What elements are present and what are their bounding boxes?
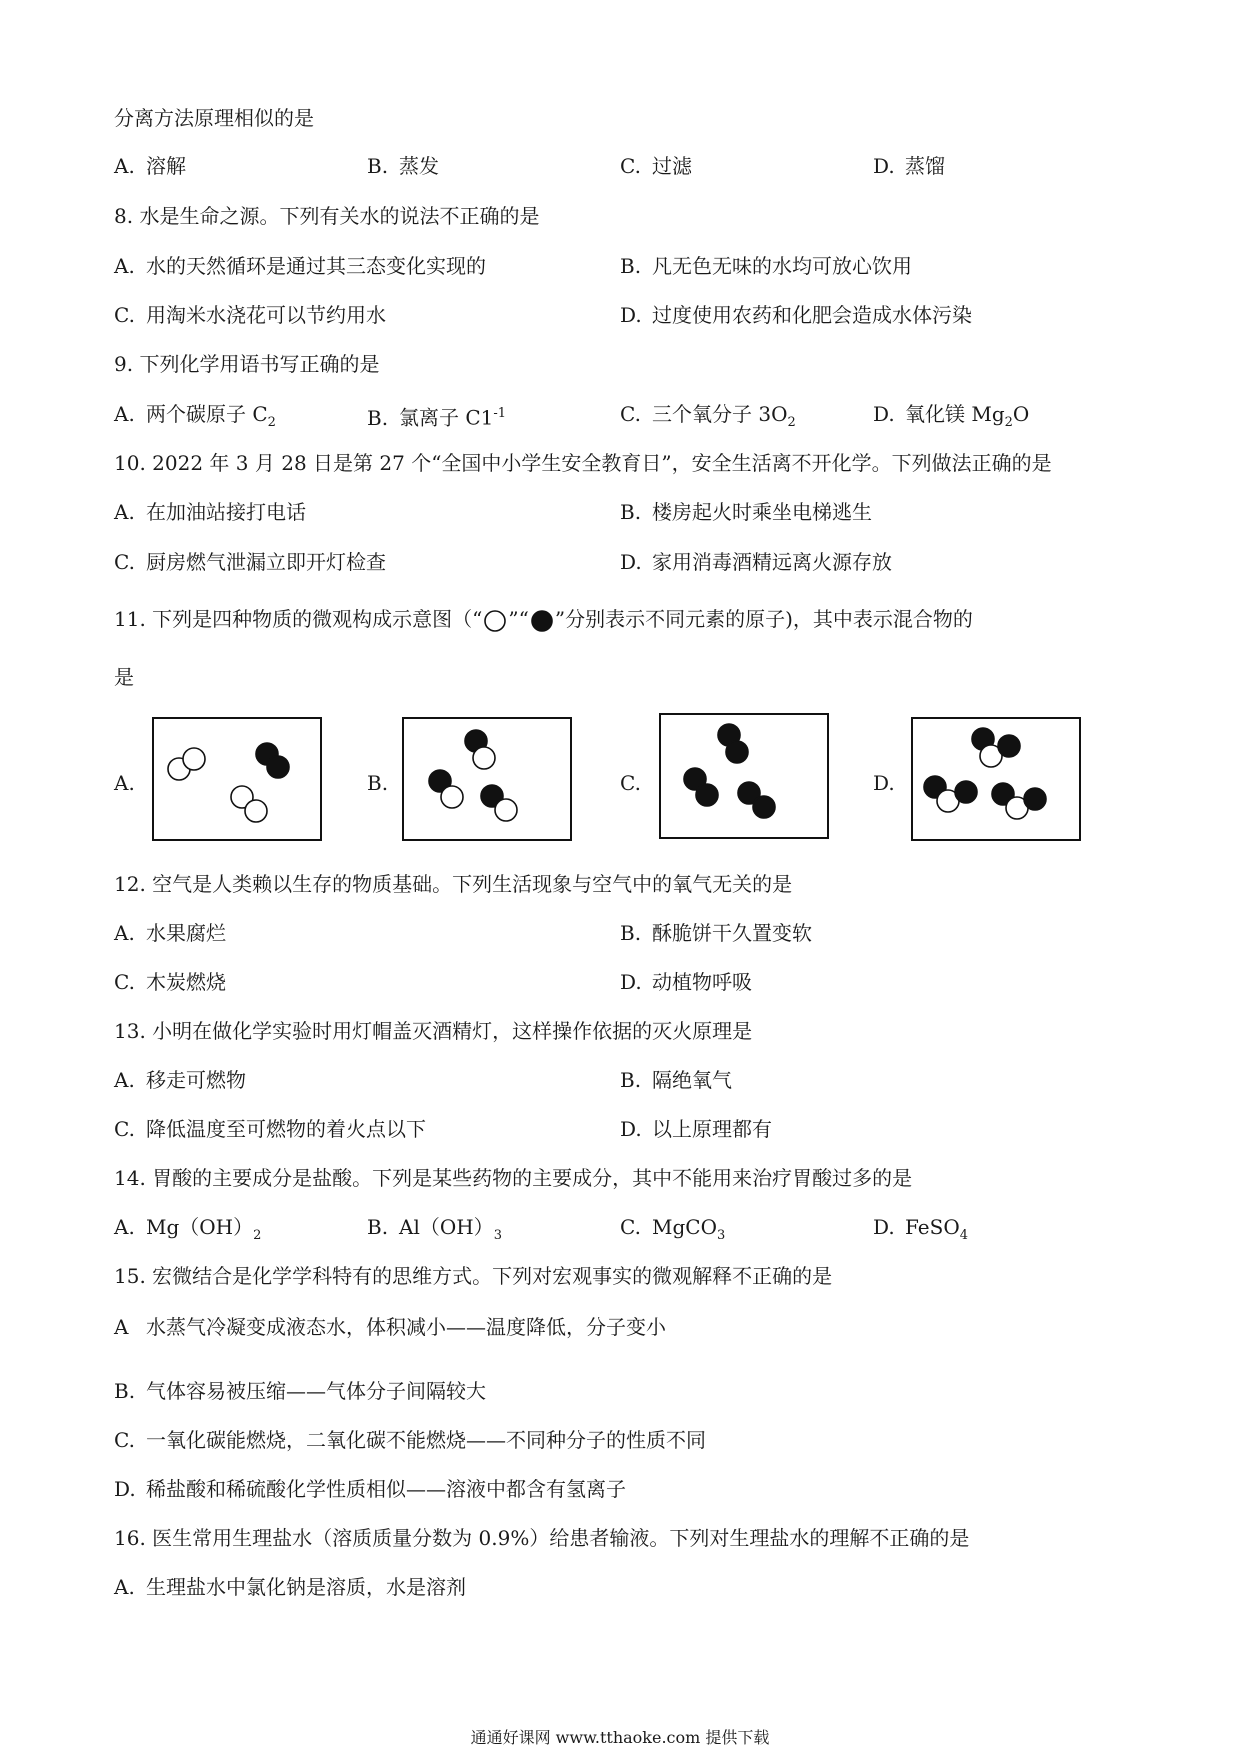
option-letter: B. <box>620 254 642 278</box>
option-15d[interactable] <box>114 1475 626 1503</box>
subscript: 2 <box>787 415 796 430</box>
question-10-stem <box>114 449 1052 477</box>
option-text: 厨房燃气泄漏立即开灯检查 <box>146 550 386 574</box>
option-letter: A. <box>114 1068 135 1092</box>
option-text: 过度使用农药和化肥会造成水体污染 <box>652 303 972 327</box>
option-text: 降低温度至可燃物的着火点以下 <box>146 1117 426 1141</box>
option-7b[interactable] <box>367 152 439 180</box>
option-14b[interactable] <box>367 1213 502 1250</box>
option-letter: D. <box>620 1117 642 1141</box>
molecule-diagram <box>661 715 827 837</box>
question-16-stem <box>114 1524 969 1552</box>
question-text: 医生常用生理盐水（溶质质量分数为 0.9%）给患者输液。下列对生理盐水的理解不正确的是 <box>152 1526 970 1550</box>
question-12-stem <box>114 870 792 898</box>
page-footer: 通通好课网 www.tthaoke.com 提供下载 <box>470 1728 770 1747</box>
option-letter: D. <box>620 970 642 994</box>
option-text: 过滤 <box>652 154 692 178</box>
option-letter: D. <box>873 154 895 178</box>
option-letter: A. <box>114 1575 135 1599</box>
option-14c[interactable] <box>620 1213 725 1250</box>
option-text: 一氧化碳能燃烧，二氧化碳不能燃烧——不同种分子的性质不同 <box>146 1428 706 1452</box>
option-13a[interactable] <box>114 1066 246 1094</box>
option-letter: C. <box>114 970 135 994</box>
option-letter: A. <box>114 921 135 945</box>
option-8b[interactable] <box>620 252 912 280</box>
option-text: 蒸发 <box>399 154 439 178</box>
option-9b[interactable] <box>367 400 506 432</box>
subscript: 2 <box>1004 415 1013 430</box>
white-atom-icon <box>482 608 508 634</box>
option-letter: A. <box>114 254 135 278</box>
option-8c[interactable] <box>114 301 386 329</box>
figure-label-c: C. <box>620 771 641 795</box>
figure-a[interactable] <box>152 717 322 841</box>
option-12a[interactable] <box>114 919 226 947</box>
option-text: 氯离子 C1 <box>399 405 494 430</box>
option-letter: B. <box>367 405 389 430</box>
option-12b[interactable] <box>620 919 812 947</box>
option-8d[interactable] <box>620 301 972 329</box>
question-number: 15. <box>114 1264 146 1288</box>
option-text: 以上原理都有 <box>652 1117 772 1141</box>
question-number: 16. <box>114 1526 146 1550</box>
option-text: 稀盐酸和稀硫酸化学性质相似——溶液中都含有氢离子 <box>146 1477 626 1501</box>
figure-label-b: B. <box>367 771 389 795</box>
option-10a[interactable] <box>114 498 306 526</box>
option-letter: B. <box>114 1379 136 1403</box>
option-15c[interactable] <box>114 1426 706 1454</box>
option-letter: C. <box>620 1215 641 1239</box>
question-number: 14. <box>114 1166 146 1190</box>
option-text: 气体容易被压缩——气体分子间隔较大 <box>146 1379 486 1403</box>
option-text: 隔绝氧气 <box>652 1068 732 1092</box>
option-text: 家用消毒酒精远离火源存放 <box>652 550 892 574</box>
option-14d[interactable] <box>873 1213 968 1250</box>
figure-label-a: A. <box>114 771 135 795</box>
question-text: 胃酸的主要成分是盐酸。下列是某些药物的主要成分，其中不能用来治疗胃酸过多的是 <box>152 1166 913 1190</box>
option-letter: B. <box>620 500 642 524</box>
molecule-diagram <box>154 719 320 839</box>
question-text: 空气是人类赖以生存的物质基础。下列生活现象与空气中的氧气无关的是 <box>152 872 793 896</box>
option-letter: B. <box>620 921 642 945</box>
option-letter: A. <box>114 154 135 178</box>
question-11-stem-continued: 是 <box>114 665 134 689</box>
subscript: 3 <box>493 1228 502 1243</box>
option-text: 水果腐烂 <box>146 921 226 945</box>
option-10c[interactable] <box>114 548 386 576</box>
question-number: 10. <box>114 451 146 475</box>
option-15a[interactable] <box>114 1313 666 1341</box>
subscript: 2 <box>253 1228 262 1243</box>
question-text: 宏微结合是化学学科特有的思维方式。下列对宏观事实的微观解释不正确的是 <box>152 1264 833 1288</box>
option-text: 三个氧分子 3O <box>652 402 788 426</box>
subscript: 3 <box>716 1228 726 1243</box>
option-text: 氧化镁 Mg <box>905 402 1005 426</box>
question-15-stem <box>114 1262 832 1290</box>
option-text: 蒸馏 <box>905 154 945 178</box>
question-9-stem <box>114 350 379 378</box>
option-12d[interactable] <box>620 968 752 996</box>
question-7-stem-continued: 分离方法原理相似的是 <box>114 106 314 130</box>
option-text: 溶解 <box>146 154 186 178</box>
subscript: 4 <box>959 1228 968 1243</box>
option-letter: D. <box>620 303 642 327</box>
figure-d[interactable] <box>911 717 1081 841</box>
option-13d[interactable] <box>620 1115 772 1143</box>
option-text: 水蒸气冷凝变成液态水，体积减小——温度降低，分子变小 <box>146 1315 666 1339</box>
option-letter: C. <box>620 154 641 178</box>
option-10d[interactable] <box>620 548 892 576</box>
figure-label-d: D. <box>873 771 895 795</box>
option-text: MgCO <box>652 1215 717 1239</box>
option-text: 两个碳原子 C <box>146 402 268 426</box>
option-10b[interactable] <box>620 498 872 526</box>
question-14-stem <box>114 1164 912 1192</box>
option-letter: C. <box>620 402 641 426</box>
option-letter: C. <box>114 550 135 574</box>
black-atom-icon <box>529 608 555 634</box>
option-text-suffix: O <box>1012 402 1030 426</box>
option-letter: B. <box>367 154 389 178</box>
option-13b[interactable] <box>620 1066 732 1094</box>
option-text: Al（OH） <box>399 1215 494 1239</box>
option-letter: C. <box>114 1428 135 1452</box>
question-number: 8. <box>114 204 134 228</box>
question-number: 13. <box>114 1019 146 1043</box>
question-number: 11. <box>114 607 146 631</box>
option-text: 生理盐水中氯化钠是溶质，水是溶剂 <box>146 1575 466 1599</box>
option-text: 木炭燃烧 <box>146 970 226 994</box>
option-9a[interactable] <box>114 400 276 437</box>
option-letter: A. <box>114 402 135 426</box>
option-text: FeSO <box>905 1215 960 1239</box>
molecule-diagram <box>404 719 570 839</box>
question-text-part2: ”“ <box>508 607 529 631</box>
question-text: 水是生命之源。下列有关水的说法不正确的是 <box>139 204 540 228</box>
option-letter: A <box>114 1315 129 1339</box>
question-text: 小明在做化学实验时用灯帽盖灭酒精灯，这样操作依据的灭火原理是 <box>152 1019 753 1043</box>
subscript: 2 <box>267 415 276 430</box>
option-7d[interactable] <box>873 152 945 180</box>
question-text-part1: 下列是四种物质的微观构成示意图（“ <box>152 607 483 631</box>
option-text: Mg（OH） <box>146 1215 254 1239</box>
option-letter: C. <box>114 1117 135 1141</box>
option-letter: D. <box>114 1477 136 1501</box>
option-letter: A. <box>114 500 135 524</box>
option-letter: D. <box>873 1215 895 1239</box>
option-text: 水的天然循环是通过其三态变化实现的 <box>146 254 486 278</box>
molecule-diagram <box>913 719 1079 839</box>
option-14a[interactable] <box>114 1213 261 1250</box>
option-letter: C. <box>114 303 135 327</box>
question-text: 下列化学用语书写正确的是 <box>139 352 380 376</box>
option-letter: B. <box>367 1215 389 1239</box>
option-text: 移走可燃物 <box>146 1068 246 1092</box>
superscript: -1 <box>493 406 507 421</box>
figure-b[interactable] <box>402 717 572 841</box>
question-8-stem <box>114 202 539 230</box>
question-text-part3: ”分别表示不同元素的原子)，其中表示混合物的 <box>554 607 973 631</box>
option-7a[interactable] <box>114 152 186 180</box>
option-text: 楼房起火时乘坐电梯逃生 <box>652 500 872 524</box>
option-text: 在加油站接打电话 <box>146 500 306 524</box>
option-7c[interactable] <box>620 152 692 180</box>
option-15b[interactable] <box>114 1377 486 1405</box>
option-13c[interactable] <box>114 1115 426 1143</box>
option-12c[interactable] <box>114 968 226 996</box>
option-text: 用淘米水浇花可以节约用水 <box>146 303 386 327</box>
option-9d[interactable] <box>873 400 1029 437</box>
option-letter: D. <box>873 402 895 426</box>
question-13-stem <box>114 1017 752 1045</box>
option-9c[interactable] <box>620 400 796 437</box>
question-number: 9. <box>114 352 134 376</box>
figure-c[interactable] <box>659 713 829 839</box>
option-text: 凡无色无味的水均可放心饮用 <box>652 254 912 278</box>
option-letter: B. <box>620 1068 642 1092</box>
option-8a[interactable] <box>114 252 486 280</box>
option-text: 动植物呼吸 <box>652 970 752 994</box>
option-16a[interactable] <box>114 1573 466 1601</box>
option-text: 酥脆饼干久置变软 <box>652 921 812 945</box>
question-text: 2022 年 3 月 28 日是第 27 个“全国中小学生安全教育日”，安全生活离不开化学。下列做法正确的是 <box>152 451 1052 475</box>
question-11-stem <box>114 605 973 634</box>
question-number: 12. <box>114 872 146 896</box>
option-letter: A. <box>114 1215 135 1239</box>
option-letter: D. <box>620 550 642 574</box>
